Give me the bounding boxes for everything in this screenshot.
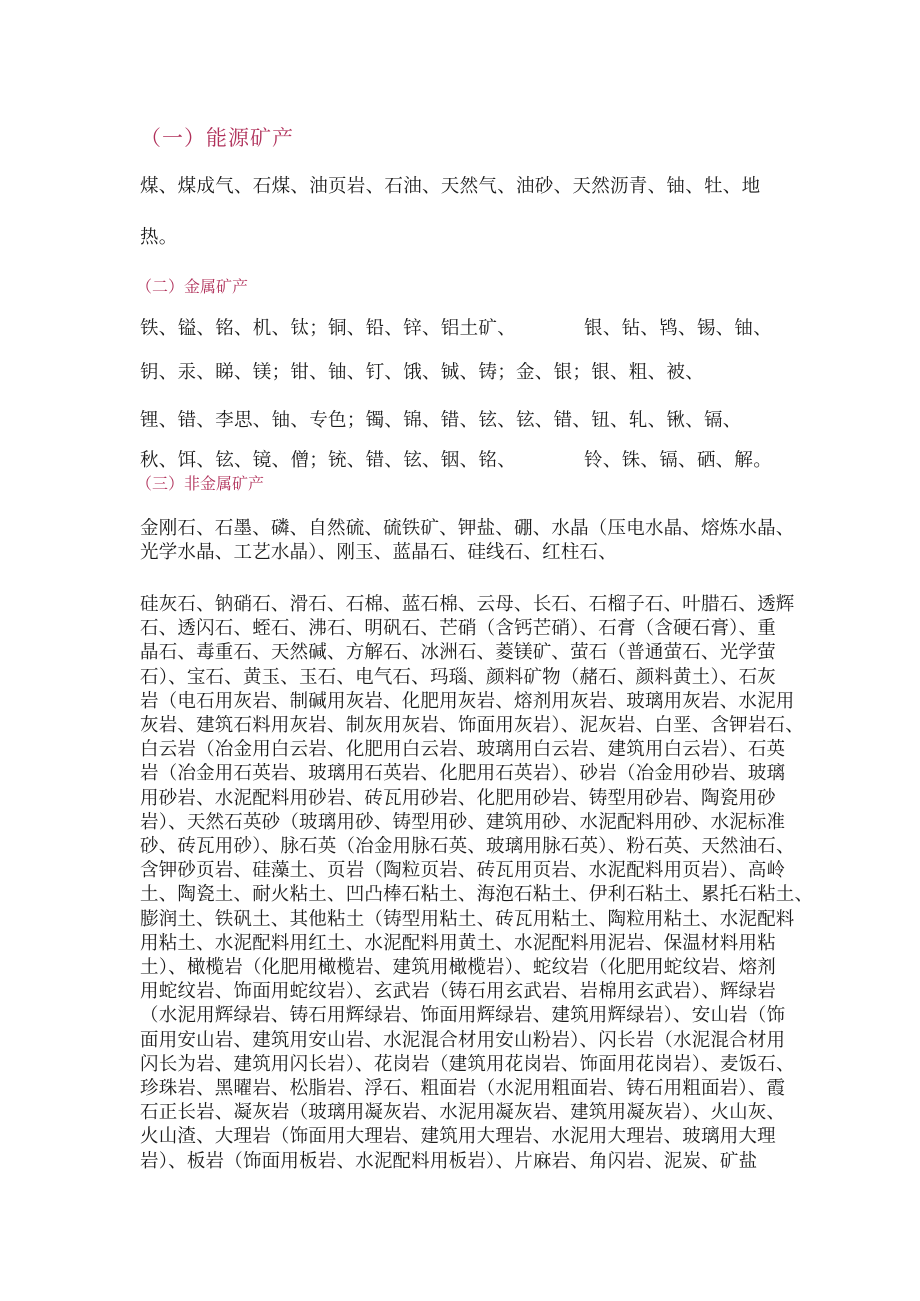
nonmetal-p2-line: 含钾砂页岩、硅藻土、页岩（陶粒页岩、砖瓦用页岩、水泥配料用页岩）、高岭 (140, 860, 786, 882)
nonmetal-p2-line: 膨润土、铁矾土、其他粘土（铸型用粘土、砖瓦用粘土、陶粒用粘土、水泥配料 (140, 908, 795, 930)
nonmetal-p2-line: 闪长为岩、建筑用闪长岩）、花岗岩（建筑用花岗岩、饰面用花岗岩）、麦饭石、 (140, 1053, 795, 1075)
metal-line-3-part-a: 锂、错、李思、铀、专色；镯、锦、错、铉、铉、错、钮、轧、锹、镉、 (140, 410, 742, 431)
energy-line-1: 煤、煤成气、石煤、油页岩、石油、天然气、油砂、天然沥青、铀、牡、地 (140, 176, 761, 197)
nonmetal-paragraph-1 (140, 517, 800, 565)
metal-line-4 (140, 446, 772, 472)
nonmetal-p2-line: 岩）、天然石英砂（玻璃用砂、铸型用砂、建筑用砂、水泥配料用砂、水泥标准 (140, 811, 786, 833)
nonmetal-p1-line: 金刚石、石墨、磷、自然硫、硫铁矿、钾盐、硼、水晶（压电水晶、熔炼水晶、 (140, 518, 795, 539)
metal-line-1 (140, 314, 772, 340)
heading-metal-minerals: （二）金属矿产 (136, 277, 249, 296)
nonmetal-p2-line: 岩（电石用灰岩、制碱用灰岩、化肥用灰岩、熔剂用灰岩、玻璃用灰岩、水泥用 (140, 690, 795, 712)
nonmetal-p2-line: 土）、橄榄岩（化肥用橄榄岩、建筑用橄榄岩）、蛇纹岩（化肥用蛇纹岩、熔剂 (140, 957, 777, 979)
nonmetal-p2-line: 白云岩（冶金用白云岩、化肥用白云岩、玻璃用白云岩、建筑用白云岩）、石英 (140, 739, 786, 761)
nonmetal-p1-line: 光学水晶、工艺水晶）、刚玉、蓝晶石、硅线石、红柱石、 (140, 542, 617, 564)
nonmetal-p2-line: 用砂岩、水泥配料用砂岩、砖瓦用砂岩、化肥用砂岩、铸型用砂岩、陶瓷用砂 (140, 787, 776, 809)
nonmetal-p2-line: 珍珠岩、黑曜岩、松脂岩、浮石、粗面岩（水泥用粗面岩、铸石用粗面岩）、霞 (140, 1078, 786, 1100)
nonmetal-p2-line: 土、陶瓷土、耐火粘土、凹凸棒石粘土、海泡石粘土、伊利石粘土、累托石粘土、 (140, 884, 814, 906)
heading-nonmetal-minerals: （三）非金属矿产 (136, 474, 265, 493)
nonmetal-p2-line: 硅灰石、钠硝石、滑石、石棉、蓝石棉、云母、长石、石榴子石、叶腊石、透辉 (140, 594, 795, 615)
nonmetal-p2-line: 岩）、板岩（饰面用板岩、水泥配料用板岩）、片麻岩、角闪岩、泥炭、矿盐 (140, 1150, 758, 1172)
energy-line-2: 热。 (140, 227, 178, 248)
nonmetal-p2-line: 砂、砖瓦用砂）、脉石英（冶金用脉石英、玻璃用脉石英）、粉石英、天然油石、 (140, 836, 795, 858)
nonmetal-p2-line: 石正长岩、凝灰岩（玻璃用凝灰岩、水泥用凝灰岩、建筑用凝灰岩）、火山灰、 (140, 1102, 786, 1124)
metal-line-1-part-a: 铁、镒、铭、机、钛；铜、铅、锌、铝土矿、 (140, 318, 517, 339)
metal-line-4-part-b: 铃、铢、镉、硒、解。 (584, 450, 773, 471)
nonmetal-p2-line: 灰岩、建筑石料用灰岩、制灰用灰岩、饰面用灰岩）、泥灰岩、白垩、含钾岩石、 (140, 715, 804, 737)
metal-line-4-part-a: 秋、饵、铉、镜、僧；铳、错、铉、铟、铭、 (140, 450, 517, 471)
nonmetal-p2-line: 石、透闪石、蛭石、沸石、明矾石、芒硝（含钙芒硝）、石膏（含硬石膏）、重 (140, 618, 777, 640)
nonmetal-paragraph-2 (140, 593, 814, 1174)
nonmetal-p2-line: 晶石、毒重石、天然碱、方解石、冰洲石、菱镁矿、萤石（普通萤石、光学萤 (140, 642, 776, 664)
nonmetal-p2-line: 面用安山岩、建筑用安山岩、水泥混合材用安山粉岩）、闪长岩（水泥混合材用 (140, 1029, 786, 1051)
metal-line-3 (140, 406, 742, 432)
nonmetal-p2-line: 用蛇纹岩、饰面用蛇纹岩）、玄武岩（铸石用玄武岩、岩棉用玄武岩）、辉绿岩 (140, 981, 777, 1003)
metal-line-2-part-a: 钥、汞、睇、镁；钳、铀、钉、饿、铖、铸；金、银；银、粗、被、 (140, 362, 705, 383)
metal-line-2 (140, 358, 704, 384)
metal-line-1-part-b: 银、钻、鸨、锡、铀、 (584, 318, 773, 339)
nonmetal-p2-line: 岩（冶金用石英岩、玻璃用石英岩、化肥用石英岩）、砂岩（冶金用砂岩、玻璃 (140, 763, 786, 785)
nonmetal-p2-line: 用粘土、水泥配料用红土、水泥配料用黄土、水泥配料用泥岩、保温材料用粘 (140, 932, 776, 954)
heading-energy-minerals: （一）能源矿产 (140, 126, 294, 150)
nonmetal-p2-line: 石）、宝石、黄玉、玉石、电气石、玛瑙、颜料矿物（赭石、颜料黄土）、石灰 (140, 666, 777, 688)
nonmetal-p2-line: 火山渣、大理岩（饰面用大理岩、建筑用大理岩、水泥用大理岩、玻璃用大理 (140, 1126, 776, 1148)
nonmetal-p2-line: （水泥用辉绿岩、铸石用辉绿岩、饰面用辉绿岩、建筑用辉绿岩）、安山岩（饰 (140, 1005, 786, 1027)
